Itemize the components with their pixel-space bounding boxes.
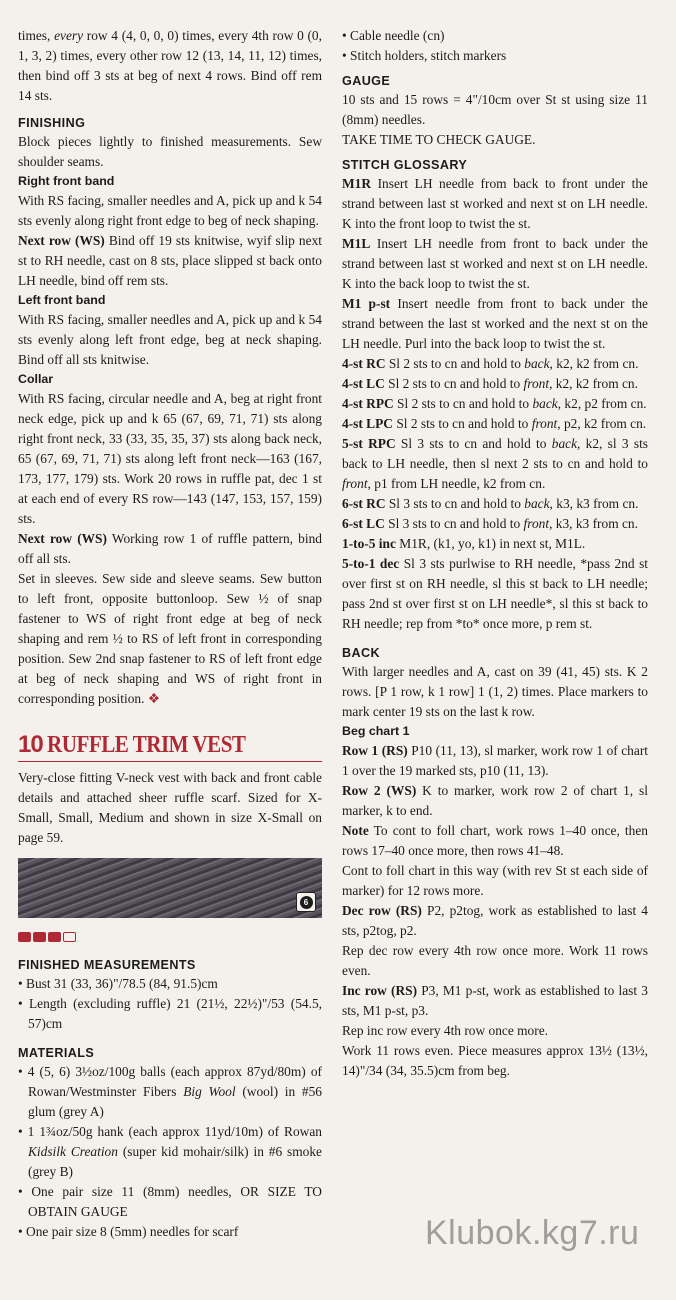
back-heading: BACK: [342, 646, 380, 660]
glossary-entry: M1L Insert LH needle from front to back under the strand between last st worked and next st on LH needle. K into the back loop to twist the st.: [342, 236, 648, 291]
glossary-entry: 5-to-1 dec Sl 3 sts purlwise to RH needle, *pass 2nd st over first st on RH needle, sl this st back to LH needle; pass 2nd st over first st on LH needle*, sl this st back to RH needle; rep from *to* once more, p rem st.: [342, 556, 648, 631]
glossary-entry: M1 p-st Insert needle from front to back under the strand between the last st worked and the next st on the LH needle. Purl into the back loop to twist the st.: [342, 296, 648, 351]
glossary-entry: 1-to-5 inc M1R, (k1, yo, k1) in next st, M1L.: [342, 536, 586, 551]
skill-segment: [18, 932, 31, 942]
glossary-entry: M1R Insert LH needle from back to front under the strand between last st worked and next st on LH needle. K into the front loop to twist the st.: [342, 176, 648, 231]
glossary-entry: 6-st RC Sl 3 sts to cn and hold to back, k3, k3 from cn.: [342, 496, 639, 511]
material-item: • 1 1¾oz/50g hank (each approx 11yd/10m) of Rowan Kidsilk Creation (super kid mohair/silk) in #6 smoke (grey B): [18, 1124, 322, 1179]
right-front-band-text: With RS facing, smaller needles and A, pick up and k 54 sts evenly along right front edge to beg of neck shaping.: [18, 193, 322, 228]
inc-row-instruction: Inc row (RS) P3, M1 p-st, work as established to last 3 sts, M1 p-st, p3.: [342, 983, 648, 1018]
needle-size-badge: 6: [296, 892, 316, 912]
rep-dec-text: Rep dec row every 4th row once more. Work 11 rows even.: [342, 943, 648, 978]
materials-heading: MATERIALS: [18, 1046, 95, 1060]
skill-level-indicator: [18, 932, 322, 942]
finished-measurements-heading: FINISHED MEASUREMENTS: [18, 958, 196, 972]
glossary-entry: 5-st RPC Sl 3 sts to cn and hold to back, k2, sl 3 sts back to LH needle, then sl next 2 sts to cn and hold to front, p1 from LH needle, k2 from cn.: [342, 436, 648, 491]
back-text: With larger needles and A, cast on 39 (41, 45) sts. K 2 rows. [P 1 row, k 1 row] 1 (1, 2) times. Place markers to mark center 19 sts on the last k row.: [342, 664, 648, 719]
intro-paragraph: times, every row 4 (4, 0, 0, 0) times, every 4th row 0 (0, 1, 3, 2) times, every other row 12 (13, 14, 11, 12) times, then bind off 3 sts at beg of next 4 rows. Bind off rem 14 sts.: [18, 28, 322, 103]
material-item: • Stitch holders, stitch markers: [342, 48, 507, 63]
stitch-glossary-heading: STITCH GLOSSARY: [342, 158, 468, 172]
left-front-band-heading: Left front band: [18, 293, 106, 307]
length-measurement: • Length (excluding ruffle) 21 (21½, 22½)"/53 (54.5, 57)cm: [18, 996, 322, 1031]
material-item: • One pair size 8 (5mm) needles for scarf: [18, 1224, 239, 1239]
material-item: • One pair size 11 (8mm) needles, OR SIZE TO OBTAIN GAUGE: [18, 1184, 322, 1219]
right-column: [342, 26, 648, 1081]
site-watermark: Klubok.kg7.ru: [425, 1214, 640, 1252]
glossary-entry: 4-st LC Sl 2 sts to cn and hold to front, k2, k2 from cn.: [342, 376, 638, 391]
row-1-instruction: Row 1 (RS) P10 (11, 13), sl marker, work row 1 of chart 1 over the 19 marked sts, p10 (11, 13).: [342, 743, 648, 778]
set-in-sleeves-text: Set in sleeves. Sew side and sleeve seams. Sew button to left front, opposite buttonloop. Sew ½ of snap fastener to WS of right front edge at beg of neck shaping and rem ½ to RS of left front in corresponding position. Sew 2nd snap fastener to RS of left front edge at beg of neck shaping and WS of right front in corresponding position. ❖: [18, 571, 322, 706]
rep-inc-text: Rep inc row every 4th row once more.: [342, 1023, 548, 1038]
gauge-text: 10 sts and 15 rows = 4"/10cm over St st using size 11 (8mm) needles.: [342, 92, 648, 127]
skill-segment-empty: [63, 932, 76, 942]
gauge-heading: GAUGE: [342, 74, 391, 88]
left-front-band-text: With RS facing, smaller needles and A, pick up and k 54 sts evenly along left front edge, beg at neck shaping. Bind off all sts knitwise.: [18, 312, 322, 367]
glossary-entry: 4-st RPC Sl 2 sts to cn and hold to back, k2, p2 from cn.: [342, 396, 647, 411]
glossary-entry: 6-st LC Sl 3 sts to cn and hold to front, k3, k3 from cn.: [342, 516, 638, 531]
collar-text: With RS facing, circular needle and A, beg at right front neck edge, pick up and k 65 (67, 69, 71, 71) sts along right front neck, 33 (33, 35, 35, 37) sts along back neck, 65 (67, 69, 71, 71) sts along left front neck—163 (167, 173, 177, 179) sts. Work 20 rows in ruffle pat, dec 1 st at each end of every RS row—143 (147, 153, 157, 159) sts.: [18, 391, 322, 526]
dec-row-instruction: Dec row (RS) P2, p2tog, work as established to last 4 sts, p2tog, p2.: [342, 903, 648, 938]
glossary-entry: 4-st LPC Sl 2 sts to cn and hold to front, p2, k2 from cn.: [342, 416, 647, 431]
vest-description: Very-close fitting V-neck vest with back and front cable details and attached sheer ruffle scarf. Sized for X-Small, Small, Medium and shown in size X-Small on page 59.: [18, 770, 322, 845]
skill-segment: [33, 932, 46, 942]
finishing-text: Block pieces lightly to finished measurements. Sew shoulder seams.: [18, 134, 322, 169]
beg-chart-heading: Beg chart 1: [342, 724, 410, 738]
row-2-instruction: Row 2 (WS) K to marker, work row 2 of chart 1, sl marker, k to end.: [342, 783, 648, 818]
gauge-check: TAKE TIME TO CHECK GAUGE.: [342, 132, 536, 147]
note-text: Note To cont to foll chart, work rows 1–40 once, then rows 17–40 once more, then rows 41–48.: [342, 823, 648, 858]
glossary-entry: 4-st RC Sl 2 sts to cn and hold to back, k2, k2 from cn.: [342, 356, 639, 371]
collar-next-row: Next row (WS) Working row 1 of ruffle pattern, bind off all sts.: [18, 531, 322, 566]
right-front-band-next-row: Next row (WS) Bind off 19 sts knitwise, wyif slip next st to RH needle, cast on 8 sts, place slipped st back onto LH needle, bind off rem sts.: [18, 233, 322, 288]
end-mark: ❖: [147, 691, 160, 706]
finishing-heading: FINISHING: [18, 116, 86, 130]
continue-text: Cont to foll chart in this way (with rev St st each side of marker) for 12 rows more.: [342, 863, 648, 898]
yarn-swatch-image: [18, 858, 322, 918]
skill-segment: [48, 932, 61, 942]
left-column: [18, 26, 322, 1242]
collar-heading: Collar: [18, 372, 54, 386]
material-item: • 4 (5, 6) 3½oz/100g balls (each approx 87yd/80m) of Rowan/Westminster Fibers Big Wool (wool) in #56 glum (grey A): [18, 1064, 323, 1119]
work-even-text: Work 11 rows even. Piece measures approx 13½ (13½, 14)"/34 (34, 35.5)cm from beg.: [342, 1043, 648, 1078]
material-item: • Cable needle (cn): [342, 28, 445, 43]
right-front-band-heading: Right front band: [18, 174, 115, 188]
vest-title: 10 RUFFLE TRIM VEST: [18, 731, 322, 762]
bust-measurement: • Bust 31 (33, 36)"/78.5 (84, 91.5)cm: [18, 976, 218, 991]
